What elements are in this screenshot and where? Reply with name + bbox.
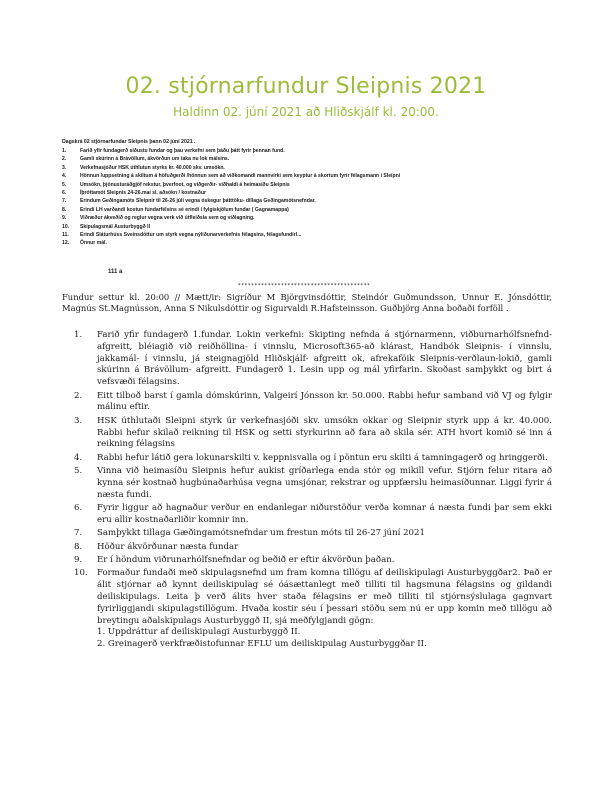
meeting-subtitle: Haldinn 02. júní 2021 að Hliðskjálf kl. 20:00. (173, 105, 439, 119)
agenda-item: 5. Umsókn, þjónusturáðgjöf rekstur, þverfoot, og viðgerðir- viðhaldi á heimasíðu Sleipnis (62, 181, 290, 188)
minutes-subitem: 1. Uppdráttur af deiliskipulagi Austurbyggð II. (97, 627, 301, 638)
minutes-item: 1. Farið yfir fundagerð 1.fundar. Lokin verkefni: Skipting nefnda á stjórnarmenn, viðburnarhólfsnefnd- afgreitt, bléiagið við reiðhöllina- í vinnslu, Microsoft365-að klárast, Handbók Sleipnis- í vinnslu, jakkamál- í vinnslu, já steignagjöld Hliðskjálf- afgreitt ok, afrekaföik Sleipnis-verðlaun-lokið, gamli skúrinn á Brávöllum- afgreitt. Fundagerð 1. Lesin upp og mál yfirfarin. Skoðast samþykkt og birt á vefsvæði félagsins. (74, 330, 552, 388)
attendance-paragraph: Fundur settur kl. 20:00 // Mætt/ir: Sigríður M Björgvinsdóttir, Steindór Guðmundsson, Unnur E. Jónsdóttir, Magnús St.Magnússon, Anna S Nikulsdóttir og Sigurvaldi R.Hafsteinsson. Guðbjörg Anna boðaði forföll . (62, 292, 552, 314)
minutes-item: 5. Vinna við heimasíðu Sleipnis hefur aukist gríðarlega enda stór og mikill vefur. Stjórn felur ritara að kynna sér kostnað hugbúnaðarhúsa vegna umsjónar, rekstrar og uppfærslu heimasíðunnar. Liggi fyrir á næsta fundi. (74, 466, 552, 500)
agenda-item: 11. Erindi Sláturhúss Sveinsdóttur um styrk vegna nýliðunarverkefnis félagsins, félagsfundirl... (62, 232, 302, 239)
minutes-item: 3. HSK úthlutaði Sleipni styrk úr verkefnasjóði skv. umsókn okkar og Sleipnir styrk upp á kr. 40.000. Rabbi hefur skilað reikning til HSK og setti styrkurinn að fara að skila sér. ATH hvort komið sé inn á reikning félagsins (74, 415, 552, 450)
minutes-item: 9. Er í höndum viðrunarhólfsnefndar og beðið er eftir ákvörðun þaðan. (74, 555, 395, 566)
agenda-signature: 111 a (108, 269, 123, 275)
agenda-item: 4. Hönnun /uppsetning á skiltum á höfuðgerði /hönnun sem að viðkomandi mannvirki sem keyptur á skortum fyrir félagsmann í Sleipni (62, 173, 401, 180)
agenda-item: 8. Erindi LH varðandi kostun fundarfélsíns sé erindi í fylgiskjölum fundar ( Gagnamappa) (62, 206, 289, 213)
agenda-item: 6. Íþróttamót Sleipnis 24-26.maí sl. aðsókn / kostnaður (62, 190, 206, 197)
agenda-item: 10. Skipulagsmál Austurbyggð II (62, 223, 151, 230)
meeting-title: 02. stjórnarfundur Sleipnis 2021 (125, 74, 487, 99)
minutes-list (62, 330, 552, 653)
agenda-item: 3. Verkefnasjóður HSK úthlutun styrks kr. 40.000 skv. umsókn. (62, 164, 225, 171)
minutes-item-text: Formaður fundaði með skipulagsnefnd um fram komna tillögu af deiliskipulagi Austurbyggðar2. Það er álit stjórnar að kynnt deiliskipulag sé óásættanlegt með tilliti til hagsmuna félagsins og gildandi deiliskipulags. Leita þ verð álits hver staða félagsins er með tilliti til stjórnsýslulaga gagnvart fyrirliggjandi skipulagstillögum. Hvaða kostir séu í þessari stöðu sem nú er upp komin með tillögu að breytingu aðalskipulags Austurbyggð II, sjá meðfylgjandi gögn: (97, 568, 552, 626)
minutes-subitem: 2. Greinagerð verkfræðistofunnar EFLU um deiliskipulag Austurbyggðar II. (97, 639, 427, 650)
agenda-list (62, 147, 562, 248)
minutes-item: 7. Samþykkt tillaga Gæðingamótsnefndar um frestun móts til 26-27 júní 2021 (74, 528, 425, 539)
section-divider: **************************************** (237, 283, 371, 289)
agenda-item: 7. Erindum Geðingamóts Sleipnir til 26-26 júlí vegna óskegur þátttöku- dillaga Geðingamótsnefndar. (62, 198, 316, 205)
agenda-item: 12. Önnur mál. (62, 240, 107, 247)
minutes-item: 10. Formaður fundaði með skipulagsnefnd um fram komna tillögu af deiliskipulagi Austurbyggðar2. Það er álit stjórnar að kynnt deiliskipulag sé óásættanlegt með tilliti til hagsmuna félagsins og gildandi deiliskipulags. Leita þ verð álits hver staða félagsins er með tilliti til stjórnsýslulaga gagnvart fyrirliggjandi skipulagstillögum. Hvaða kostir séu í þessari stöðu sem nú er upp komin með tillögu að breytingu aðalskipulags Austurbyggð II, sjá meðfylgjandi gögn: 1. Uppdráttur af deiliskipulagi Austurbyggð II. 2. Greinagerð verkfræðistofunnar EFLU um deiliskipulag Austurbyggðar II. (74, 568, 552, 650)
minutes-item: 6. Fyrir liggur að hagnaður verður en endanlegar niðurstöður verða komnar á næsta fundi þar sem ekki eru allir kostnaðarliðir komnir inn. (74, 503, 552, 525)
minutes-item: 4. Rabbi hefur látið gera lokunarskilti v. keppnisvalla og í pöntun eru skilti á tamningagerð og hringgerði. (74, 452, 548, 463)
agenda-item: 9. Viðræður ákveðið og reglur vegna verk við útfleiðsla sem og viðlagning. (62, 215, 255, 222)
minutes-item: 2. Eitt tilboð barst í gamla dómskúrinn, Valgeirí Jónsson kr. 50.000. Rabbi hefur samband við VJ og fylgir málinu eftir. (74, 390, 552, 413)
agenda-item: 1. Farið yfir fundagerð síðustu fundar og þau verkefni sem þáðu þátt fyrir þennan fund. (62, 148, 285, 154)
agenda-intro: Dagskrá 02 stjórnarfundar Sleipnis þann 02 júní 2021 . (62, 139, 196, 145)
minutes-item: 8. Höður ákvörðunar næsta fundar (74, 541, 239, 552)
agenda-item: 2. Gamli skúrinn á Brávöllum, ákvörðun um taka nu lok málsins. (62, 156, 230, 163)
